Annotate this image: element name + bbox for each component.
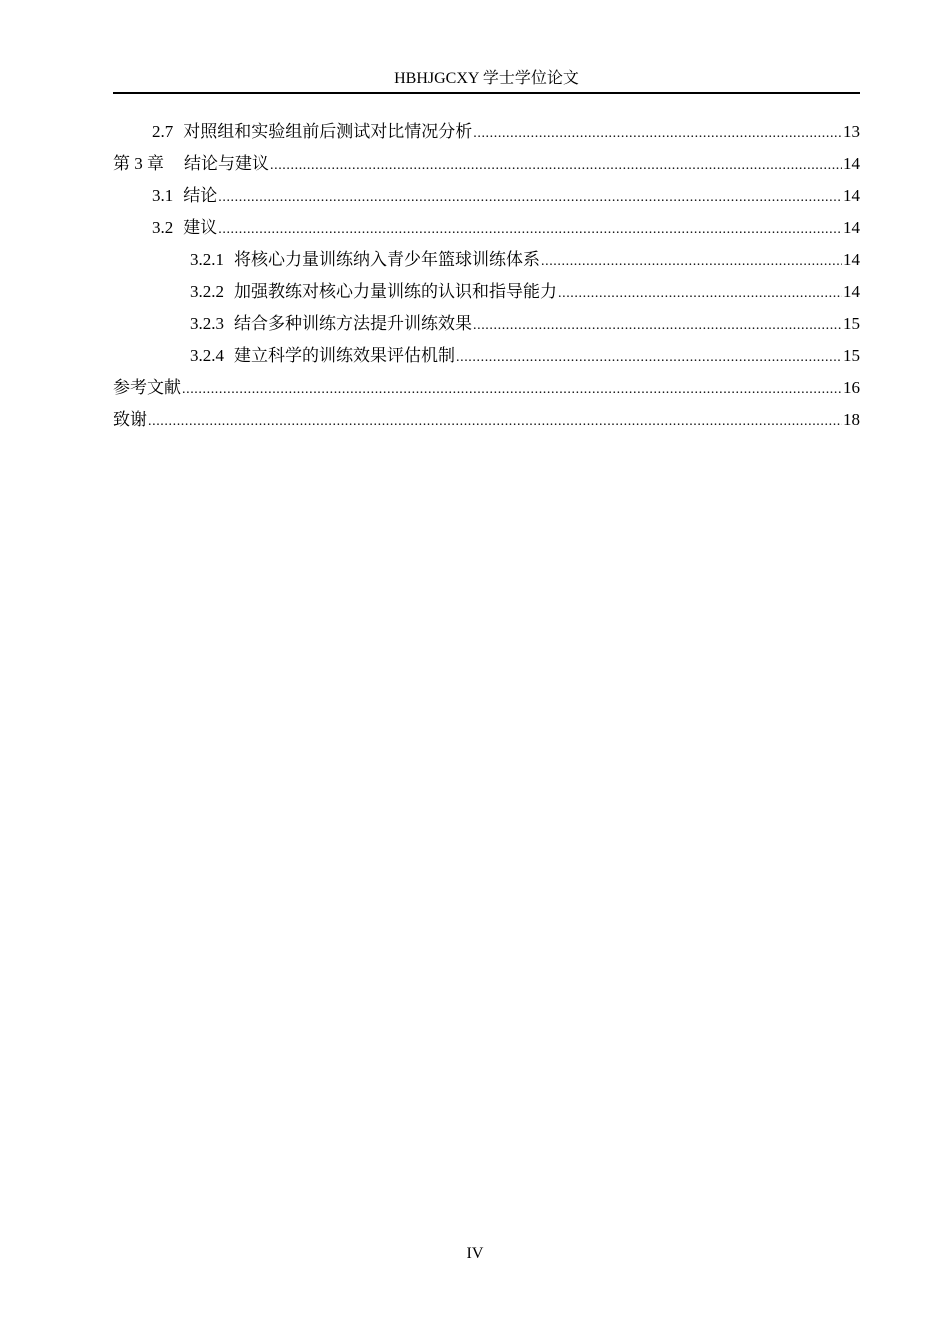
toc-entry[interactable] xyxy=(113,180,860,212)
toc-entry-number: 第 3 章 xyxy=(113,154,164,173)
toc-entry-title: 加强教练对核心力量训练的认识和指导能力 xyxy=(234,282,557,301)
toc-entry-page: 18 xyxy=(843,410,860,429)
toc-entry-number: 3.2.3 xyxy=(190,314,224,333)
toc-dot-leader xyxy=(217,182,842,214)
toc-entry-title: 将核心力量训练纳入青少年篮球训练体系 xyxy=(234,250,540,269)
toc-dot-leader xyxy=(472,118,842,150)
toc-entry-number: 3.2.2 xyxy=(190,282,224,301)
toc-entry-title: 结论 xyxy=(183,186,218,205)
toc-dot-leader xyxy=(455,342,842,374)
toc-entry-title: 结合多种训练方法提升训练效果 xyxy=(234,314,472,333)
toc-entry[interactable] xyxy=(113,404,860,436)
toc-entry-page: 14 xyxy=(843,218,860,237)
toc-entry-title: 建立科学的训练效果评估机制 xyxy=(234,346,455,365)
table-of-contents xyxy=(113,116,860,436)
page-header: HBHJGCXY 学士学位论文 xyxy=(394,70,579,87)
toc-entry-title: 建议 xyxy=(183,218,218,237)
toc-entry-page: 15 xyxy=(843,314,860,333)
toc-entry-page: 14 xyxy=(843,154,860,173)
toc-dot-leader xyxy=(217,214,842,246)
toc-entry-page: 14 xyxy=(843,250,860,269)
toc-entry-number: 3.1 xyxy=(152,186,174,205)
toc-entry-title: 对照组和实验组前后测试对比情况分析 xyxy=(183,122,473,141)
toc-dot-leader xyxy=(472,310,842,342)
toc-entry[interactable] xyxy=(113,276,860,308)
toc-entry-number: 3.2 xyxy=(152,218,174,237)
toc-entry[interactable] xyxy=(113,116,860,148)
toc-dot-leader xyxy=(269,150,842,182)
header-rule xyxy=(113,92,860,94)
toc-entry-title: 致谢 xyxy=(113,410,147,429)
toc-entry-page: 14 xyxy=(843,186,860,205)
toc-entry-number: 2.7 xyxy=(152,122,174,141)
toc-entry-page: 16 xyxy=(843,378,860,397)
toc-entry-number: 3.2.1 xyxy=(190,250,224,269)
toc-entry-title: 参考文献 xyxy=(113,378,181,397)
toc-entry[interactable] xyxy=(113,340,860,372)
toc-entry-page: 14 xyxy=(843,282,860,301)
toc-entry[interactable] xyxy=(113,244,860,276)
page-number: IV xyxy=(466,1245,484,1262)
toc-dot-leader xyxy=(181,374,842,406)
toc-dot-leader xyxy=(557,278,842,310)
toc-entry[interactable] xyxy=(113,212,860,244)
toc-entry[interactable] xyxy=(113,308,860,340)
toc-entry-number: 3.2.4 xyxy=(190,346,224,365)
toc-entry-page: 13 xyxy=(843,122,860,141)
toc-entry[interactable] xyxy=(113,372,860,404)
toc-dot-leader xyxy=(540,246,842,278)
toc-dot-leader xyxy=(147,406,842,438)
toc-entry[interactable] xyxy=(113,148,860,180)
toc-entry-title: 结论与建议 xyxy=(184,154,269,173)
toc-entry-page: 15 xyxy=(843,346,860,365)
